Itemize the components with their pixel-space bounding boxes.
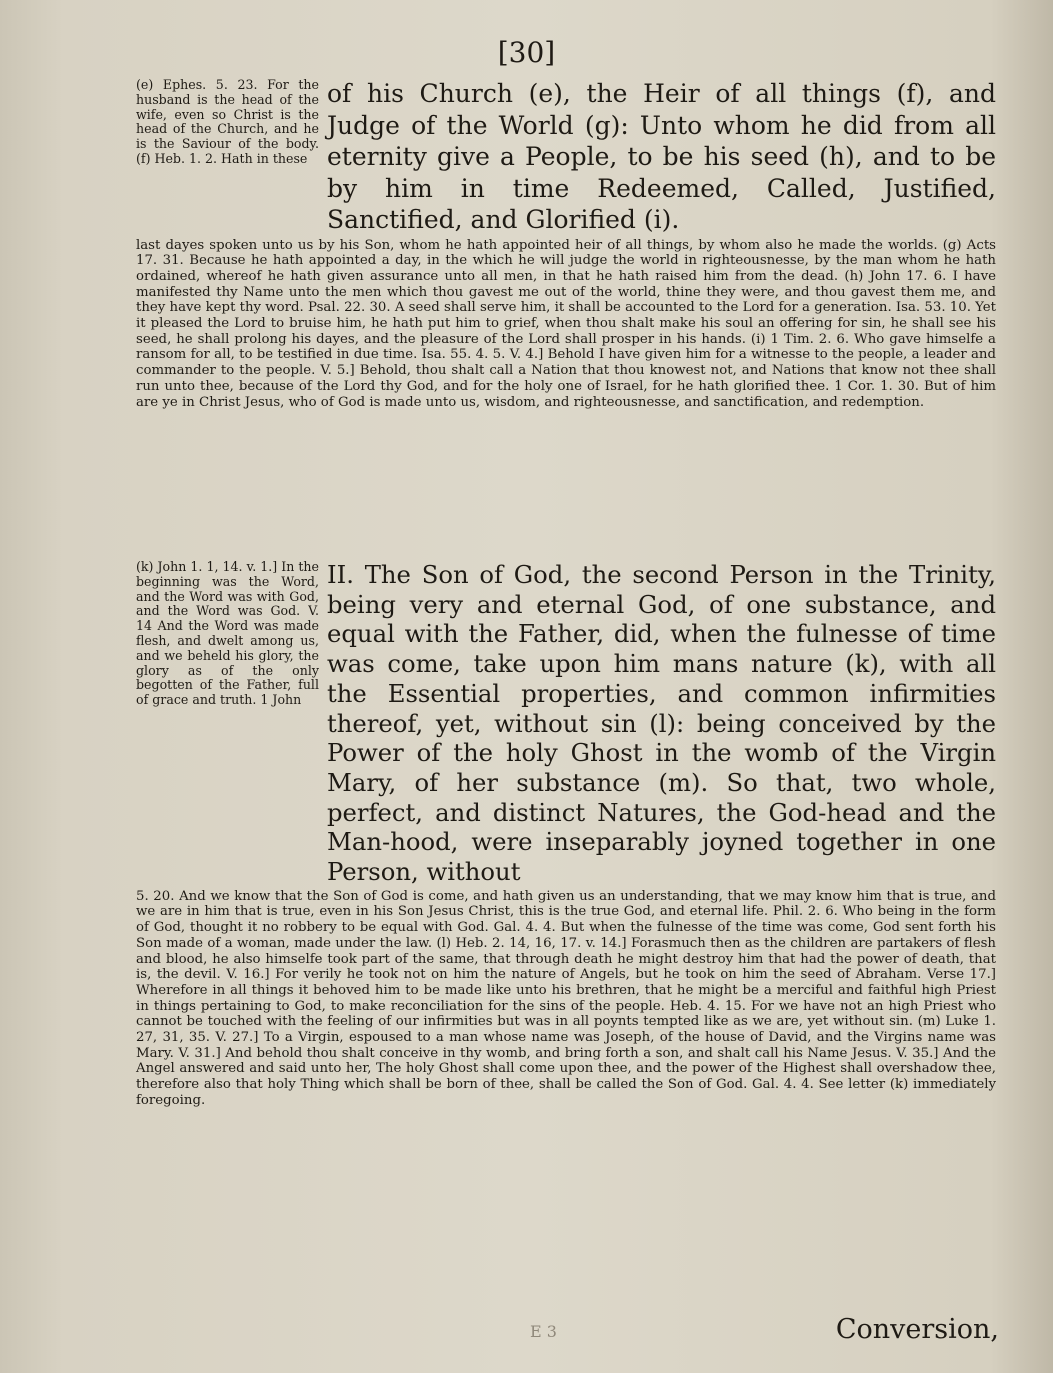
section-ii-main-paragraph: II. The Son of God, the second Person in the Trinity, being very and eternal God, of one substance, and equal with the Father, did, when the fulnesse of time was come, take upon him mans nature (k), with all the Essential properties, and common infirmities thereof, yet, without sin (l): being conceived by the Power of the holy Ghost in the womb of the Virgin Mary, of her substance (m). So that, two whole, perfect, and distinct Natures, the God-head and the Man-hood, were inseparably joyned together in one Person, without: [327, 560, 996, 887]
top-text-block: [136, 78, 996, 410]
section-ii-side-note: (k) John 1. 1, 14. v. 1.] In the beginning was the Word, and the Word was with God, and the Word was God. V. 14 And the Word was made flesh, and dwelt among us, and we beheld his glory, the glory as of the only begotten of the Father, full of grace and truth. 1 John: [136, 559, 319, 708]
top-side-note: (e) Ephes. 5. 23. For the husband is the head of the wife, even so Christ is the head of the Church, and he is the Saviour of the body. (f) Heb. 1. 2. Hath in these: [136, 77, 319, 166]
section-ii-note-continuation: 5. 20. And we know that the Son of God is come, and hath given us an understanding, that we may know him that is true, and we are in him that is true, even in his Son Jesus Christ, this is the true God, and eternal life. Phil. 2. 6. Who being in the form of God, thought it no robbery to be equal with God. Gal. 4. 4. But when the fulnesse of the time was come, God sent forth his Son made of a woman, made under the law. (l) Heb. 2. 14, 16, 17. v. 14.] Forasmuch then as the children are partakers of flesh and blood, he also himselfe took part of the same, that through death he might destroy him that had the power of death, that is, the devil. V. 16.] For verily he took not on him the nature of Angels, but he took on him the seed of Abraham. Verse 17.] Wherefore in all things it behoved him to be made like unto his brethren, that he might be a merciful and faithful high Priest in things pertaining to God, to make reconciliation for the sins of the people. Heb. 4. 15. For we have not an high Priest who cannot be touched with the feeling of our infirmities but was in all poynts tempted like as we are, yet without sin. (m) Luke 1. 27, 31, 35. V. 27.] To a Virgin, espoused to a man whose name was Joseph, of the house of David, and the Virgins name was Mary. V. 31.] And behold thou shalt conceive in thy womb, and bring forth a son, and shalt call his Name Jesus. V. 35.] And the Angel answered and said unto her, The holy Ghost shall come upon thee, and the power of the Highest shall overshadow thee, therefore also that holy Thing which shall be born of thee, shall be called the Son of God. Gal. 4. 4. See letter (k) immediately foregoing.: [136, 888, 996, 1108]
section-ii-block: [136, 560, 996, 1109]
page-number: [30]: [497, 36, 556, 69]
signature-mark: E 3: [530, 1322, 557, 1341]
catchword: Conversion,: [835, 1314, 999, 1345]
top-main-paragraph: of his Church (e), the Heir of all things (f), and Judge of the World (g): Unto whom he did from all eternity give a People, to be his seed (h), and to be by him in time Redeemed, Called, Justified, Sanctified, and Glorified (i).: [327, 79, 996, 234]
top-note-continuation: last dayes spoken unto us by his Son, whom he hath appointed heir of all things, by whom also he made the worlds. (g) Acts 17. 31. Because he hath appointed a day, in the which he will judge the world in righteousnesse, by the man whom he hath ordained, whereof he hath given assurance unto all men, in that he hath raised him from the dead. (h) John 17. 6. I have manifested thy Name unto the men which thou gavest me out of the world, thine they were, and thou gavest them me, and they have kept thy word. Psal. 22. 30. A seed shall serve him, it shall be accounted to the Lord for a generation. Isa. 53. 10. Yet it pleased the Lord to bruise him, he hath put him to grief, when thou shalt make his soul an offering for sin, he shall see his seed, he shall prolong his dayes, and the pleasure of the Lord shall prosper in his hands. (i) 1 Tim. 2. 6. Who gave himselfe a ransom for all, to be testified in due time. Isa. 55. 4. 5. V. 4.] Behold I have given him for a witnesse to the people, a leader and commander to the people. V. 5.] Behold, thou shalt call a Nation that thou knowest not, and Nations that know not thee shall run unto thee, because of the Lord thy God, and for the holy one of Israel, for he hath glorified thee. 1 Cor. 1. 30. But of him are ye in Christ Jesus, who of God is made unto us, wisdom, and righteousnesse, and sanctification, and redemption.: [136, 237, 996, 410]
